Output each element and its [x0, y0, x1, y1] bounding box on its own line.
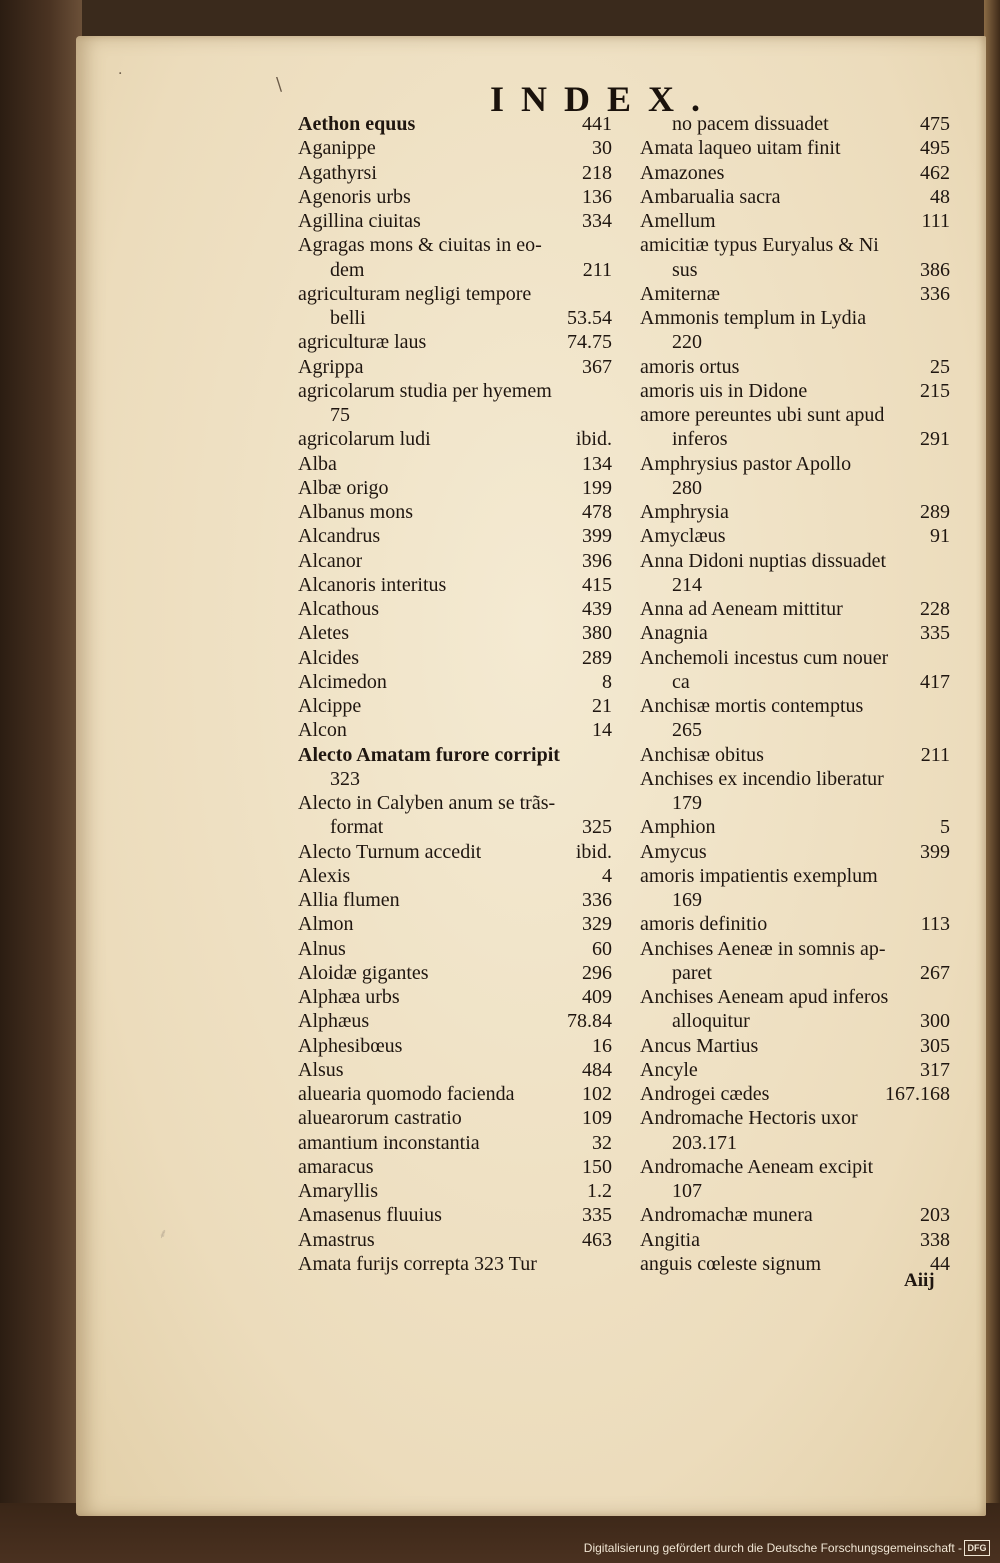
index-entry: [640, 500, 950, 524]
index-entry: [298, 937, 612, 961]
index-term: Amata furijs correpta 323 Tur: [298, 1252, 537, 1275]
index-page-number: 1.2: [587, 1180, 612, 1202]
index-entry: [298, 112, 612, 136]
index-page-number: 14: [592, 719, 612, 742]
index-entry: [298, 1058, 612, 1082]
index-entry: [298, 1106, 612, 1130]
index-entry: [298, 355, 612, 379]
index-term: Amasenus fluuius: [298, 1204, 442, 1227]
index-entry: [298, 1179, 612, 1203]
index-page-number: 367: [582, 355, 612, 378]
index-entry: [640, 185, 950, 209]
index-term: Alphesibœus: [298, 1034, 403, 1057]
index-page-number: 415: [582, 573, 612, 596]
index-term: aluearorum castratio: [298, 1107, 462, 1130]
index-term: Almon: [298, 913, 354, 936]
index-term: Amaryllis: [298, 1180, 378, 1202]
index-entry: [298, 476, 612, 500]
index-entry: [298, 282, 612, 306]
index-term: Andromache Aeneam excipit: [640, 1155, 874, 1178]
index-term: Alecto in Calyben anum se trãs-: [298, 792, 556, 814]
index-term: Andromache Hectoris uxor: [640, 1107, 858, 1130]
index-page-number: 441: [582, 113, 612, 135]
index-page-number: 317: [920, 1058, 950, 1081]
footer-credit: Digitalisierung gefördert durch die Deutsche Forschungsgemeinschaft -: [583, 1541, 962, 1555]
index-page-number: 475: [920, 113, 950, 135]
index-term: Amiternæ: [640, 282, 720, 305]
index-entry: [298, 743, 612, 767]
index-term: Ambarualia sacra: [640, 185, 781, 208]
index-term: alloquitur: [672, 1010, 750, 1033]
index-entry: [298, 718, 612, 742]
index-term: Alsus: [298, 1058, 344, 1081]
index-term: 179: [672, 792, 702, 814]
index-entry: [640, 791, 950, 815]
index-entry: [298, 306, 612, 330]
index-entry: [640, 452, 950, 476]
index-term: Alphæa urbs: [298, 986, 400, 1008]
index-entry: [298, 258, 612, 282]
index-term: Alcimedon: [298, 670, 387, 693]
paper-mark: ·: [118, 66, 123, 82]
index-term: agricolarum studia per hyemem: [298, 379, 552, 402]
index-term: Amazones: [640, 161, 725, 184]
index-term: Anchises Aeneam apud inferos: [640, 986, 889, 1008]
index-entry: [640, 403, 950, 427]
index-term: Amastrus: [298, 1228, 375, 1251]
index-term: amoris impatientis exemplum: [640, 864, 878, 887]
book-spine-edge: [0, 0, 82, 1563]
index-page-number: 167.168: [885, 1083, 950, 1105]
index-page-number: 386: [920, 258, 950, 281]
index-term: 323: [330, 767, 360, 790]
index-term: amoris uis in Didone: [640, 379, 808, 402]
index-page-number: 335: [582, 1204, 612, 1227]
index-entry: [298, 185, 612, 209]
index-term: Alcippe: [298, 695, 362, 717]
index-page-number: 484: [582, 1058, 612, 1081]
index-entry: [640, 330, 950, 354]
index-entry: [298, 597, 612, 621]
index-page-number: 211: [920, 743, 950, 766]
index-term: belli: [330, 307, 366, 329]
index-term: Anchises ex incendio liberatur: [640, 767, 884, 790]
index-entry: [640, 767, 950, 791]
index-term: Aloidæ gigantes: [298, 961, 429, 984]
index-entry: [298, 767, 612, 791]
paper-mark: \: [276, 74, 283, 95]
index-page-number: 113: [920, 913, 950, 936]
index-term: 214: [672, 573, 702, 596]
index-entry: [298, 694, 612, 718]
index-entry: [640, 549, 950, 573]
index-term: Agillina ciuitas: [298, 210, 421, 232]
index-term: Alcon: [298, 719, 347, 742]
index-entry: [640, 718, 950, 742]
index-term: Alnus: [298, 937, 346, 960]
index-page-number: 462: [920, 161, 950, 184]
index-page-number: 399: [582, 525, 612, 548]
index-entry: [298, 815, 612, 839]
index-page-number: 336: [920, 282, 950, 305]
index-page-number: 305: [920, 1034, 950, 1057]
index-page-number: 4: [602, 864, 612, 887]
index-page-number: 478: [582, 501, 612, 523]
index-term: Anna ad Aeneam mittitur: [640, 598, 843, 620]
index-entry: [298, 840, 612, 864]
index-entry: [298, 209, 612, 233]
index-entry: [640, 1228, 950, 1252]
index-entry: [298, 524, 612, 548]
index-term: dem: [330, 258, 365, 281]
index-entry: [640, 233, 950, 257]
index-page-number: 296: [582, 961, 612, 984]
index-entry: [298, 1203, 612, 1227]
index-page-number: 16: [592, 1034, 612, 1057]
index-term: 169: [672, 889, 702, 911]
index-term: Anna Didoni nuptias dissuadet: [640, 549, 887, 572]
index-term: no pacem dissuadet: [672, 113, 829, 135]
index-term: Anchemoli incestus cum nouer: [640, 646, 889, 669]
index-entry: [640, 112, 950, 136]
index-term: Amyclæus: [640, 525, 726, 548]
index-term: Angitia: [640, 1228, 700, 1251]
index-entry: [640, 524, 950, 548]
index-term: Ancus Martius: [640, 1034, 759, 1057]
index-page-number: 32: [592, 1131, 612, 1154]
index-entry: [298, 1228, 612, 1252]
index-term: anguis cœleste signum: [640, 1252, 822, 1275]
dfg-logo: DFG: [964, 1540, 990, 1556]
index-entry: [640, 379, 950, 403]
index-entry: [640, 937, 950, 961]
index-page-number: 463: [582, 1228, 612, 1251]
index-term: Anchisæ obitus: [640, 743, 764, 766]
index-term: 203.171: [672, 1131, 737, 1154]
index-term: Amphrysius pastor Apollo: [640, 452, 852, 475]
index-page-number: 335: [920, 622, 950, 645]
index-page-number: 203: [920, 1204, 950, 1227]
index-page-number: 30: [592, 137, 612, 160]
index-page-number: 300: [920, 1010, 950, 1033]
index-page-number: 409: [582, 986, 612, 1008]
index-page-number: 495: [920, 137, 950, 160]
index-term: amantium inconstantia: [298, 1131, 480, 1154]
index-page-number: 134: [582, 452, 612, 475]
index-entry: [298, 1155, 612, 1179]
index-term: Anchises Aeneæ in somnis ap-: [640, 937, 886, 960]
index-entry: [640, 161, 950, 185]
index-entry: [298, 573, 612, 597]
index-page-number: 48: [930, 185, 950, 208]
index-term: 265: [672, 719, 702, 742]
index-entry: [298, 791, 612, 815]
index-term: Agenoris urbs: [298, 185, 411, 208]
index-entry: [640, 282, 950, 306]
index-page-number: 399: [920, 840, 950, 863]
index-term: Agragas mons & ciuitas in eo-: [298, 234, 542, 257]
index-entry: [298, 864, 612, 888]
index-entry: [298, 985, 612, 1009]
index-term: 280: [672, 476, 702, 499]
index-page-number: 439: [582, 598, 612, 620]
index-entry: [298, 233, 612, 257]
index-page-number: 215: [920, 379, 950, 402]
index-term: paret: [672, 961, 712, 984]
index-page-number: 199: [582, 476, 612, 499]
index-page-number: ibid.: [575, 428, 612, 451]
index-entry: [298, 403, 612, 427]
index-entry: [640, 912, 950, 936]
index-page-number: 289: [582, 646, 612, 669]
index-term: Alba: [298, 452, 337, 475]
index-entry: [298, 670, 612, 694]
index-entry: [640, 961, 950, 985]
index-term: agricolarum ludi: [298, 428, 431, 451]
index-entry: [298, 1252, 612, 1276]
index-entry: [640, 670, 950, 694]
index-entry: [298, 1131, 612, 1155]
index-page-number: 74.75: [567, 331, 612, 354]
index-term: ca: [672, 670, 690, 693]
index-entry: [640, 646, 950, 670]
index-page-number: 25: [930, 355, 950, 378]
index-term: amaracus: [298, 1155, 374, 1178]
index-term: Alcandrus: [298, 525, 381, 548]
index-term: Agrippa: [298, 355, 364, 378]
index-entry: [640, 355, 950, 379]
index-term: sus: [672, 258, 698, 281]
index-entry: [298, 452, 612, 476]
index-term: amoris ortus: [640, 355, 740, 378]
index-entry: [640, 1203, 950, 1227]
index-term: amore pereuntes ubi sunt apud: [640, 404, 885, 426]
index-page-number: 218: [582, 161, 612, 184]
index-term: Amellum: [640, 210, 716, 232]
index-entry: [640, 1155, 950, 1179]
index-term: Alcides: [298, 646, 360, 669]
index-column-right: [640, 112, 950, 1276]
index-entry: [640, 985, 950, 1009]
index-page-number: 44: [930, 1252, 950, 1275]
index-term: aluearia quomodo facienda: [298, 1083, 515, 1105]
index-entry: [298, 330, 612, 354]
index-term: Andromachæ munera: [640, 1204, 813, 1227]
index-entry: [640, 621, 950, 645]
index-entry: [298, 646, 612, 670]
index-entry: [298, 500, 612, 524]
index-entry: [298, 621, 612, 645]
index-term: Alcathous: [298, 598, 380, 620]
index-page-number: 338: [920, 1228, 950, 1251]
index-entry: [640, 1034, 950, 1058]
index-page-number: 325: [582, 816, 612, 839]
index-entry: [640, 306, 950, 330]
index-entry: [298, 427, 612, 451]
index-term: Alecto Turnum accedit: [298, 840, 482, 863]
index-page-number: 334: [582, 210, 612, 232]
index-term: format: [330, 816, 384, 839]
index-term: amicitiæ typus Euryalus & Ni: [640, 234, 879, 257]
index-page-number: 53.54: [567, 307, 612, 329]
index-entry: [298, 161, 612, 185]
index-term: Alcanor: [298, 549, 363, 572]
index-entry: [298, 1082, 612, 1106]
index-entry: [640, 427, 950, 451]
index-entry: [640, 743, 950, 767]
index-term: agriculturam negligi tempore: [298, 282, 532, 305]
index-page-number: 291: [920, 428, 950, 451]
index-entry: [298, 379, 612, 403]
index-term: Aletes: [298, 622, 350, 645]
index-term: Alcanoris interitus: [298, 573, 447, 596]
signature-catchword: Aiij: [904, 1270, 935, 1291]
index-page-number: 396: [582, 549, 612, 572]
index-entry: [640, 694, 950, 718]
index-entry: [298, 961, 612, 985]
index-term: agriculturæ laus: [298, 331, 427, 354]
index-term: Alexis: [298, 864, 351, 887]
index-entry: [640, 1179, 950, 1203]
index-entry: [640, 1131, 950, 1155]
index-page-number: 150: [582, 1155, 612, 1178]
index-term: Agathyrsi: [298, 161, 377, 184]
page-title: INDEX.: [490, 79, 718, 119]
index-term: Albæ origo: [298, 476, 389, 499]
index-page-number: 102: [582, 1083, 612, 1105]
index-entry: [640, 136, 950, 160]
index-page-number: 8: [602, 670, 612, 693]
index-entry: [640, 1058, 950, 1082]
index-page-number: 109: [582, 1107, 612, 1130]
index-term: Alphæus: [298, 1010, 370, 1033]
index-term: Anchisæ mortis contemptus: [640, 695, 864, 717]
index-term: Amata laqueo uitam finit: [640, 137, 841, 160]
index-term: Aganippe: [298, 137, 376, 160]
index-entry: [298, 912, 612, 936]
index-page-number: 136: [582, 185, 612, 208]
index-term: Amphion: [640, 816, 716, 839]
index-entry: [640, 476, 950, 500]
index-term: amoris definitio: [640, 913, 768, 936]
index-entry: [640, 258, 950, 282]
index-term: inferos: [672, 428, 728, 451]
book-fore-edge: [984, 0, 1000, 1563]
index-page-number: 380: [582, 622, 612, 645]
index-entry: [298, 549, 612, 573]
index-entry: [298, 1009, 612, 1033]
index-page-number: 228: [920, 598, 950, 620]
index-entry: [640, 840, 950, 864]
index-term: Ancyle: [640, 1058, 698, 1081]
index-page-number: 267: [920, 961, 950, 984]
index-entry: [640, 815, 950, 839]
index-entry: [298, 136, 612, 160]
index-term: Allia flumen: [298, 889, 400, 911]
index-term: Anagnia: [640, 622, 708, 645]
index-page-number: 211: [582, 258, 612, 281]
index-page-number: 417: [920, 670, 950, 693]
index-entry: [298, 888, 612, 912]
index-term: Amycus: [640, 840, 707, 863]
index-page-number: 111: [921, 210, 950, 232]
index-page-number: 91: [930, 525, 950, 548]
index-page-number: 329: [582, 913, 612, 936]
index-entry: [640, 888, 950, 912]
index-page-number: 21: [592, 695, 612, 717]
index-page-number: 78.84: [567, 1010, 612, 1033]
index-entry: [640, 1106, 950, 1130]
index-term: Albanus mons: [298, 501, 413, 523]
index-page-number: ibid.: [575, 840, 612, 863]
index-term: Aethon equus: [298, 113, 416, 135]
index-entry: [298, 1034, 612, 1058]
index-entry: [640, 209, 950, 233]
index-page-number: 336: [582, 889, 612, 911]
index-entry: [640, 1082, 950, 1106]
library-stamp-faint: ⸙: [157, 1226, 169, 1243]
index-term: Ammonis templum in Lydia: [640, 307, 867, 329]
index-entry: [640, 573, 950, 597]
index-entry: [640, 597, 950, 621]
index-entry: [640, 1009, 950, 1033]
index-term: Amphrysia: [640, 501, 729, 523]
index-page-number: 289: [920, 501, 950, 523]
index-term: Androgei cædes: [640, 1083, 770, 1105]
index-term: 220: [672, 331, 702, 354]
index-term: Alecto Amatam furore corripit: [298, 743, 560, 766]
index-page-number: 5: [940, 816, 950, 839]
index-term: 75: [330, 404, 350, 426]
index-column-left: [298, 112, 612, 1276]
index-term: 107: [672, 1180, 702, 1202]
index-entry: [640, 864, 950, 888]
index-page-number: 60: [592, 937, 612, 960]
